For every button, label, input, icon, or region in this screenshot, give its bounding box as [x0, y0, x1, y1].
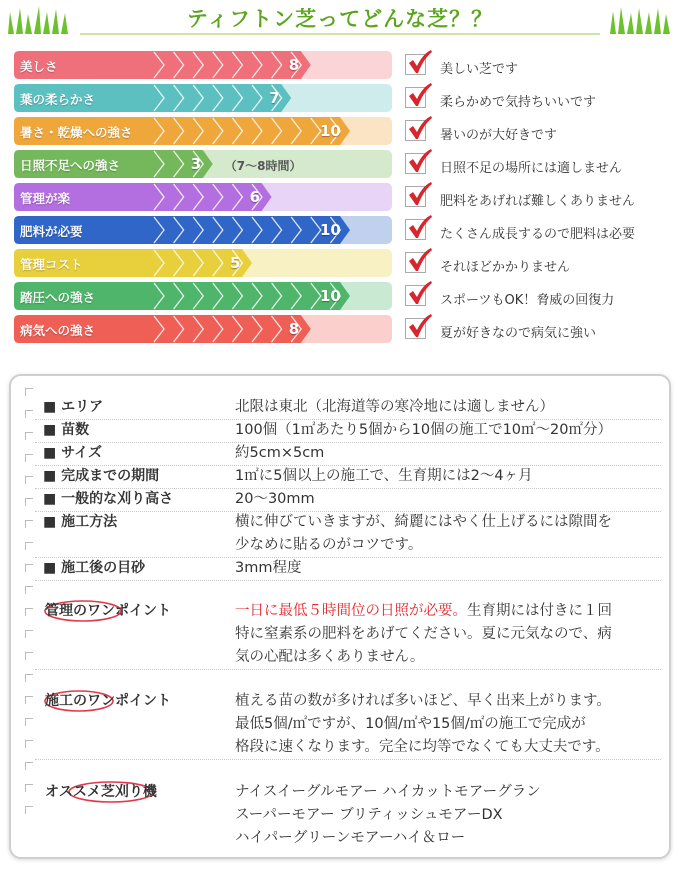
checklist-item — [405, 285, 675, 311]
sand-value: 3mm程度 — [235, 560, 302, 576]
rating-bar-label: 管理が楽 — [20, 191, 71, 206]
rating-bar-score: 5 — [230, 254, 241, 272]
recommended-mowers-label: オススメ芝刈り機 — [45, 781, 157, 801]
rating-bar-score: 8 — [288, 320, 300, 338]
rating-bar — [14, 183, 392, 211]
rating-bar-label: 葉の柔らかさ — [20, 92, 96, 107]
rating-bar-note: （7～8時間） — [224, 159, 302, 173]
page-header — [0, 0, 680, 40]
row-area — [35, 396, 661, 420]
management-tip-label: 管理のワンポイント — [45, 600, 171, 620]
construction-tip-value-1: 植える苗の数が多ければ多いほど、早く出来上がります。 — [235, 693, 611, 709]
rating-bar-label: 日照不足への強さ — [20, 158, 121, 173]
checklist-item — [405, 219, 675, 245]
row-count — [35, 419, 661, 443]
rating-bar — [14, 51, 392, 79]
area-value: 北限は東北（北海道等の寒冷地には適しません） — [235, 399, 554, 415]
checklist-item — [405, 87, 675, 113]
rating-bar-score: 3 — [190, 155, 202, 173]
count-label: ■ 苗数 — [43, 422, 90, 438]
checklist-item — [405, 54, 675, 80]
info-panel — [9, 374, 671, 859]
management-tip-value-2: 特に窒素系の肥料をあげてください。夏に元気なので、病 — [235, 626, 612, 642]
checklist-item — [405, 120, 675, 146]
construction-tip-label: 施工のワンポイント — [45, 690, 171, 710]
row-size — [35, 442, 661, 466]
check-mark-icon — [407, 280, 433, 306]
rating-bar-score: 10 — [320, 122, 341, 140]
period-label: ■ 完成までの期間 — [43, 468, 160, 484]
rating-bar-label: 踏圧への強さ — [20, 290, 96, 305]
rating-bar — [14, 315, 392, 343]
height-label: ■ 一般的な刈り高さ — [43, 491, 174, 507]
construction-tip-value-3: 格段に速くなります。完全に均等でなくても大丈夫です。 — [235, 739, 610, 755]
check-mark-icon — [407, 148, 433, 174]
rating-bar — [14, 84, 392, 112]
row-recommended-mowers — [35, 781, 661, 850]
grass-icon — [608, 6, 674, 34]
checklist-text: スポーツもOK！脅威の回復力 — [440, 293, 615, 308]
checklist-item — [405, 318, 675, 344]
mower-value-1: ナイスイーグルモアー ハイカットモアーグラン — [235, 784, 541, 800]
mower-value-3: ハイパーグリーンモアーハイ＆ロー — [235, 830, 466, 846]
rating-bar-label: 美しさ — [20, 59, 58, 74]
rating-bar — [14, 282, 392, 310]
size-label: ■ サイズ — [43, 445, 102, 461]
notebook-rings — [25, 388, 33, 828]
checklist-text: 美しい芝です — [440, 62, 519, 77]
rating-bar-score: 8 — [288, 56, 300, 74]
checklist-text: 夏が好きなので病気に強い — [440, 326, 597, 341]
management-tip-highlight: 一日に最低５時間位の日照が必要。 — [235, 603, 467, 619]
checklist-text: 柔らかめで気持ちいいです — [440, 95, 597, 110]
checklist-text: 日照不足の場所には適しません — [440, 161, 623, 176]
rating-bar — [14, 249, 392, 277]
feature-checklist — [405, 54, 675, 351]
sand-label: ■ 施工後の目砂 — [43, 560, 146, 576]
row-management-tip — [35, 600, 661, 670]
rating-bar — [14, 150, 392, 178]
management-tip-value-3: 気の心配は多くありません。 — [235, 649, 425, 665]
rating-bar — [14, 216, 392, 244]
checklist-text: 暑いのが大好きです — [440, 128, 558, 143]
row-construction-tip — [35, 690, 661, 760]
mower-value-2: スーパーモアー ブリティッシュモアーDX — [235, 807, 503, 823]
check-mark-icon — [407, 313, 433, 339]
row-method — [35, 511, 661, 558]
check-mark-icon — [407, 214, 433, 240]
checklist-text: それほどかかりません — [440, 260, 571, 275]
rating-bar-fill — [14, 51, 392, 79]
rating-bar-score: 7 — [269, 89, 280, 107]
check-mark-icon — [407, 82, 433, 108]
count-value: 100個（1㎡あたり5個から10個の施工で10㎡～20㎡分） — [235, 422, 612, 438]
method-value-1: 横に伸びていきますが、綺麗にはやく仕上げるには隙間を — [235, 514, 612, 530]
rating-bar-score: 6 — [249, 188, 261, 206]
method-label: ■ 施工方法 — [43, 514, 118, 530]
rating-bar-label: 暑さ・乾燥への強さ — [20, 125, 133, 140]
row-height — [35, 488, 661, 512]
row-period — [35, 465, 661, 489]
check-mark-icon — [407, 247, 433, 273]
check-mark-icon — [407, 181, 433, 207]
construction-tip-value-2: 最低5個/㎡ですが、10個/㎡や15個/㎡の施工で完成が — [235, 716, 586, 732]
height-value: 20～30mm — [235, 491, 315, 507]
checklist-item — [405, 153, 675, 179]
row-sand — [35, 557, 661, 581]
rating-bar-label: 管理コスト — [20, 257, 83, 272]
rating-bar-label: 病気への強さ — [20, 323, 96, 338]
rating-bars — [14, 51, 392, 348]
header-divider — [80, 33, 600, 35]
checklist-item — [405, 252, 675, 278]
page-title: ティフトン芝ってどんな芝？？ — [186, 7, 494, 31]
check-mark-icon — [407, 115, 433, 141]
method-value-2: 少なめに貼るのがコツです。 — [235, 537, 423, 553]
size-value: 約5cm×5cm — [235, 445, 325, 461]
checklist-text: たくさん成長するので肥料は必要 — [440, 227, 636, 242]
period-value: 1㎡に5個以上の施工で、生育期には2～4ヶ月 — [235, 468, 533, 484]
rating-bar-score: 10 — [320, 221, 341, 239]
management-tip-value-1: 生育期には付きに１回 — [467, 603, 612, 619]
checklist-item — [405, 186, 675, 212]
rating-bar-fill — [14, 183, 392, 211]
rating-bar-label: 肥料が必要 — [20, 224, 83, 239]
checklist-text: 肥料をあげれば難しくありません — [440, 194, 636, 209]
area-label: ■ エリア — [43, 399, 104, 415]
rating-bar-score: 10 — [320, 287, 341, 305]
rating-bar — [14, 117, 392, 145]
check-mark-icon — [407, 49, 433, 75]
